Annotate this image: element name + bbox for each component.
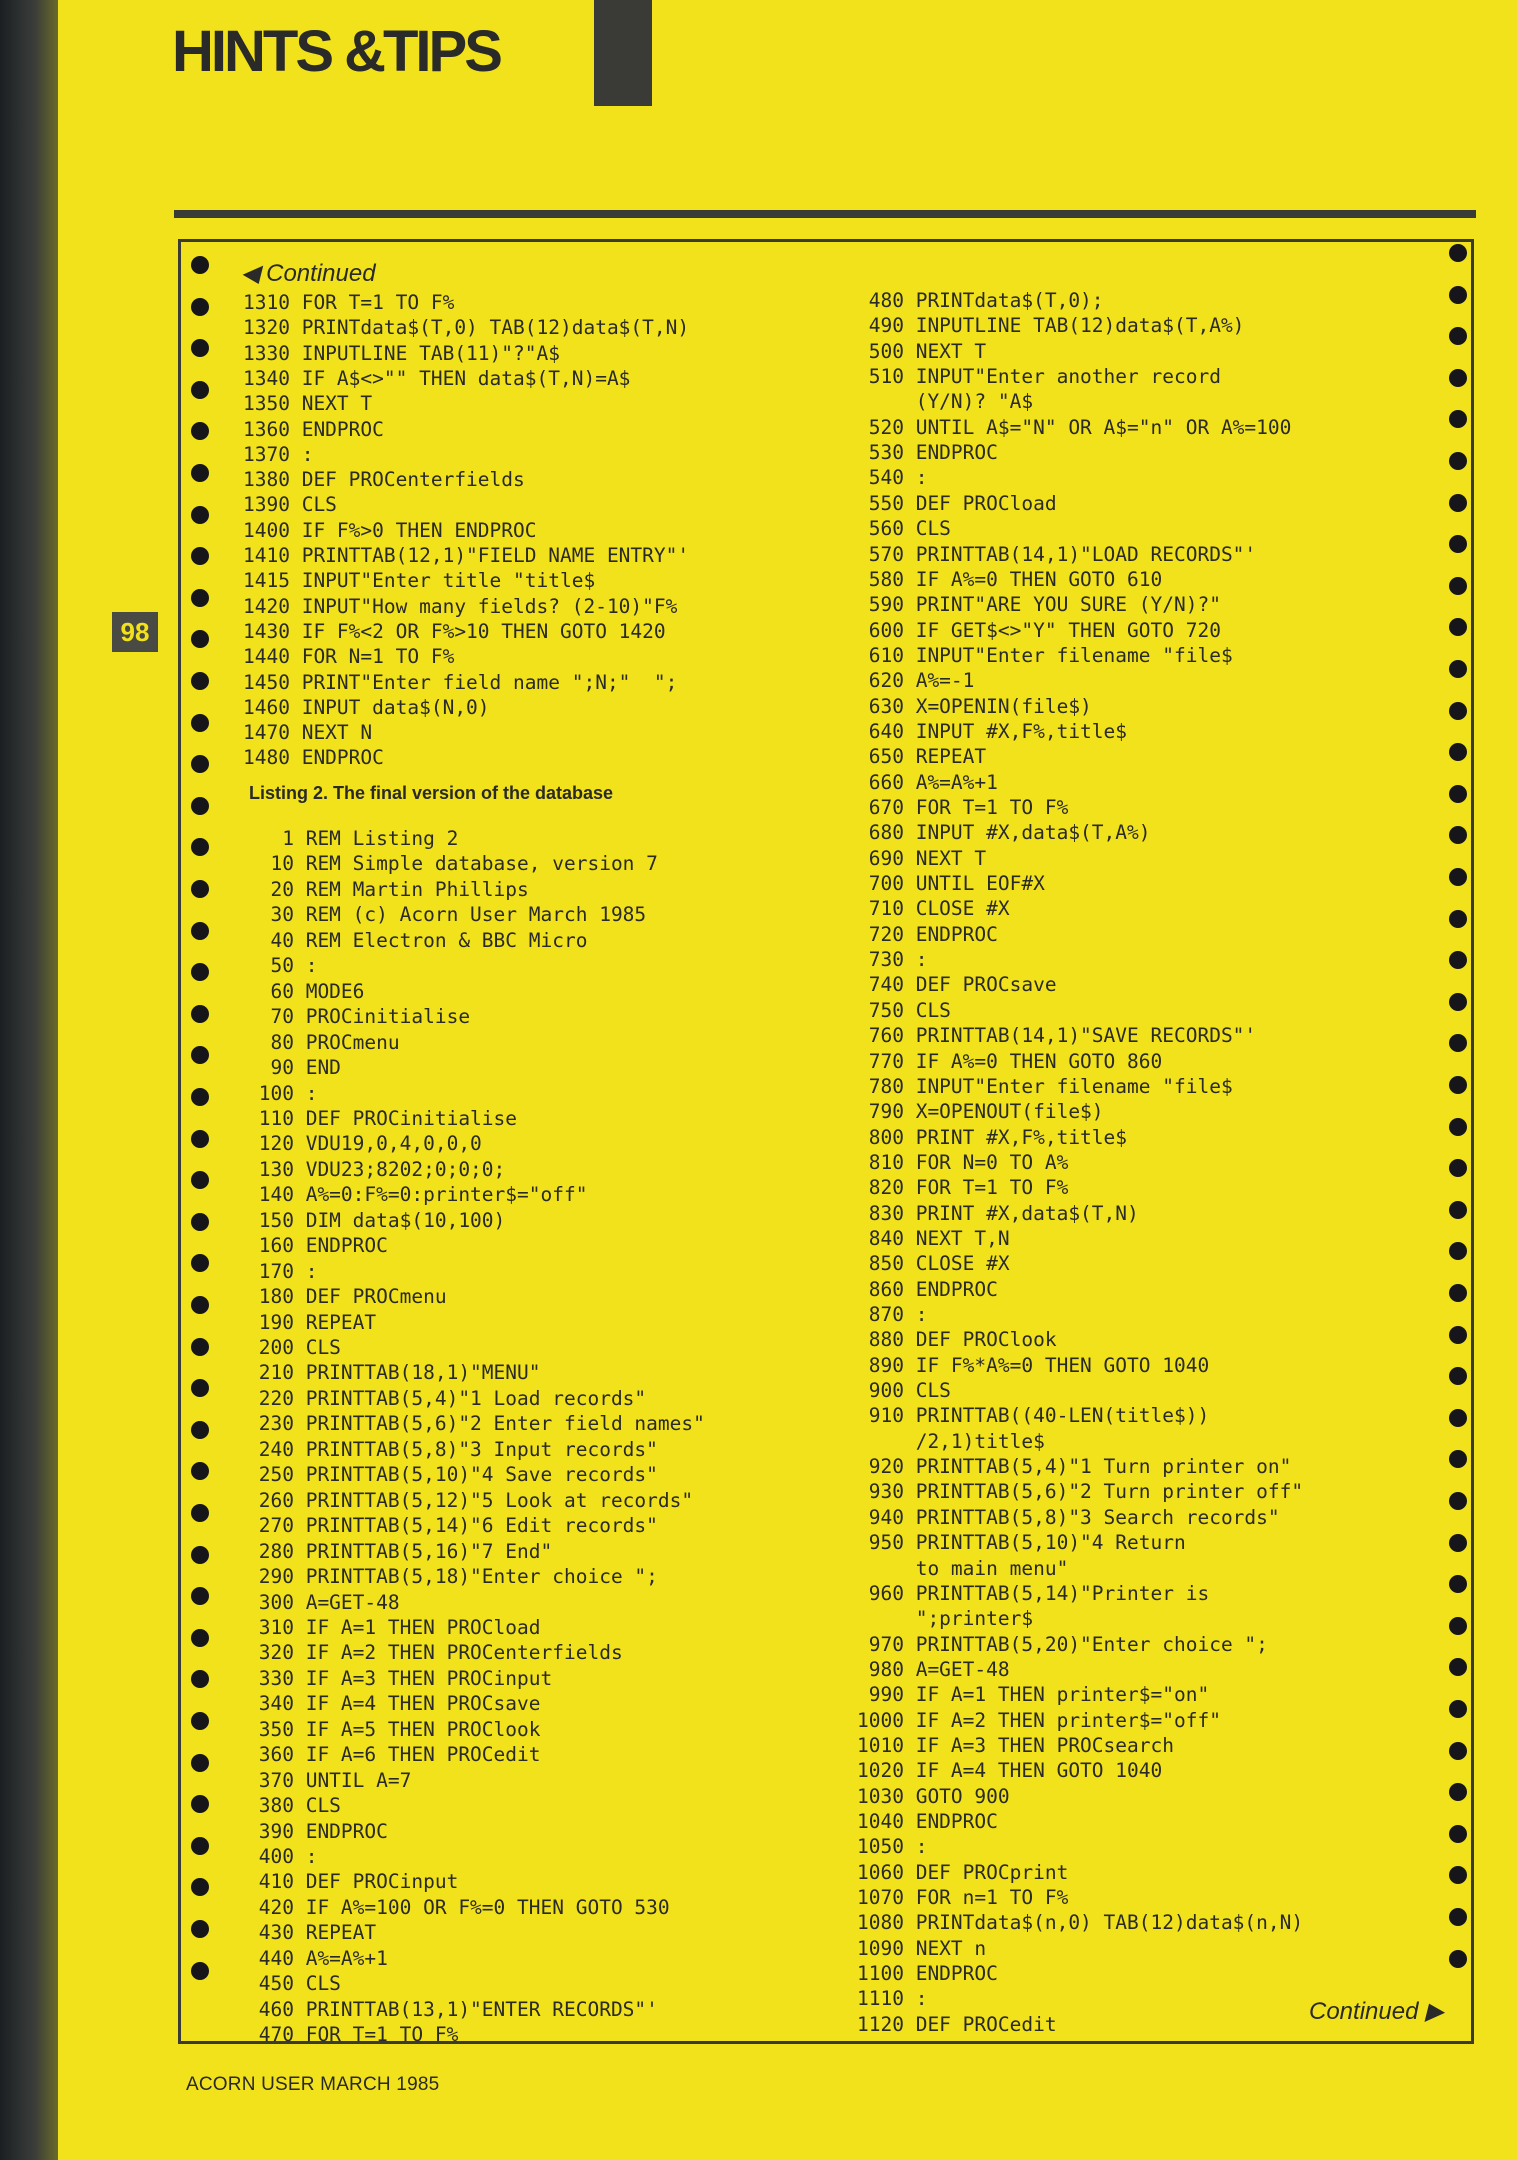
perforation-hole (1449, 369, 1467, 387)
code-line: 1060 DEF PROCprint (857, 1860, 1069, 1884)
perforation-hole (1449, 1950, 1467, 1968)
perforation-hole (1449, 910, 1467, 928)
code-line: 540 : (857, 466, 928, 490)
code-line: 1380 DEF PROCenterfields (243, 468, 525, 492)
code-line: 560 CLS (857, 517, 951, 541)
code-line: 590 PRINT"ARE YOU SURE (Y/N)?" (857, 593, 1221, 617)
code-line: 290 PRINTTAB(5,18)"Enter choice "; (247, 1565, 658, 1589)
code-line: 1120 DEF PROCedit (857, 2012, 1057, 2036)
code-line: 410 DEF PROCinput (247, 1870, 459, 1894)
code-line: 20 REM Martin Phillips (247, 877, 529, 901)
perforation-hole (191, 672, 209, 690)
perforation-hole (1449, 868, 1467, 886)
page-footer: ACORN USER MARCH 1985 (186, 2074, 440, 2095)
code-line: 330 IF A=3 THEN PROCinput (247, 1666, 553, 1690)
code-line: 1330 INPUTLINE TAB(11)"?"A$ (243, 341, 560, 365)
code-line: 70 PROCinitialise (247, 1005, 471, 1029)
code-line: 1310 FOR T=1 TO F% (243, 291, 455, 314)
code-line: 850 CLOSE #X (857, 1252, 1010, 1276)
code-line: 800 PRINT #X,F%,title$ (857, 1125, 1128, 1149)
code-line: 1390 CLS (243, 493, 337, 517)
page-number: 98 (112, 612, 158, 652)
perforation-hole (191, 1837, 209, 1855)
code-line: 40 REM Electron & BBC Micro (247, 928, 588, 952)
code-line: 1080 PRINTdata$(n,0) TAB(12)data$(n,N) (857, 1911, 1304, 1935)
code-line: 390 ENDPROC (247, 1819, 388, 1843)
perforation-hole (1449, 1534, 1467, 1552)
listing-box (178, 239, 1474, 2047)
perforation-hole (1449, 1575, 1467, 1593)
perforation-hole (1449, 452, 1467, 470)
code-line: 600 IF GET$<>"Y" THEN GOTO 720 (857, 618, 1221, 642)
code-line: 120 VDU19,0,4,0,0,0 (247, 1132, 482, 1156)
code-line: 340 IF A=4 THEN PROCsave (247, 1692, 541, 1716)
perforation-hole (1449, 1825, 1467, 1843)
perforation-hole (191, 1629, 209, 1647)
perforation-hole (1449, 410, 1467, 428)
code-line: 320 IF A=2 THEN PROCenterfields (247, 1641, 623, 1665)
code-line: 1020 IF A=4 THEN GOTO 1040 (857, 1759, 1163, 1783)
code-line: 1350 NEXT T (243, 392, 373, 416)
code-line: 550 DEF PROCload (857, 491, 1057, 515)
perforation-hole (191, 298, 209, 316)
code-line: 510 INPUT"Enter another record (857, 365, 1221, 389)
perforation-hole (191, 922, 209, 940)
perforation-hole (1449, 1284, 1467, 1302)
perforation-hole (1449, 1700, 1467, 1718)
code-line: 190 REPEAT (247, 1310, 377, 1334)
perforation-hole (191, 1670, 209, 1688)
code-line: 990 IF A=1 THEN printer$="on" (857, 1683, 1210, 1707)
code-line: 470 FOR T=1 TO F% (247, 2023, 459, 2047)
perforation-hole (191, 1088, 209, 1106)
perforation-hole (1449, 660, 1467, 678)
code-line: 1415 INPUT"Enter title "title$ (243, 569, 596, 593)
perforation-hole (1449, 951, 1467, 969)
perforation-hole (1449, 618, 1467, 636)
code-line: 930 PRINTTAB(5,6)"2 Turn printer off" (857, 1480, 1304, 1504)
perforation-hole (1449, 1118, 1467, 1136)
code-line: 30 REM (c) Acorn User March 1985 (247, 903, 647, 927)
perforation-hole (1449, 1742, 1467, 1760)
perforation-hole (191, 1005, 209, 1023)
code-line: 1010 IF A=3 THEN PROCsearch (857, 1733, 1174, 1757)
perforation-hole (191, 797, 209, 815)
code-line: 450 CLS (247, 1972, 341, 1996)
code-line: ";printer$ (857, 1607, 1034, 1631)
code-line: 770 IF A%=0 THEN GOTO 860 (857, 1049, 1163, 1073)
code-line: 670 FOR T=1 TO F% (857, 796, 1069, 819)
code-line: 50 : (247, 954, 318, 978)
code-line: 210 PRINTTAB(18,1)"MENU" (247, 1361, 541, 1385)
code-line: 900 CLS (857, 1379, 951, 1403)
code-line: 570 PRINTTAB(14,1)"LOAD RECORDS"' (857, 542, 1257, 566)
code-line: 1110 : (857, 1987, 928, 2011)
code-line: 260 PRINTTAB(5,12)"5 Look at records" (247, 1488, 694, 1512)
header-block (594, 0, 652, 106)
code-line: 830 PRINT #X,data$(T,N) (857, 1201, 1139, 1225)
code-line: 660 A%=A%+1 (857, 770, 998, 794)
perforation-hole (191, 1920, 209, 1938)
perforation-hole (1449, 1367, 1467, 1385)
code-line: 250 PRINTTAB(5,10)"4 Save records" (247, 1463, 658, 1487)
code-line: 760 PRINTTAB(14,1)"SAVE RECORDS"' (857, 1024, 1257, 1048)
code-line: 860 ENDPROC (857, 1277, 998, 1301)
code-line: 230 PRINTTAB(5,6)"2 Enter field names" (247, 1412, 705, 1436)
code-line: 150 DIM data$(10,100) (247, 1208, 506, 1232)
perforation-hole (191, 630, 209, 648)
perforation-hole (1449, 1866, 1467, 1884)
code-line: 500 NEXT T (857, 339, 987, 363)
code-line: 720 ENDPROC (857, 922, 998, 946)
code-line: 60 MODE6 (247, 979, 365, 1003)
code-line: 110 DEF PROCinitialise (247, 1106, 518, 1130)
code-line: 870 : (857, 1303, 928, 1326)
code-line: 430 REPEAT (247, 1921, 377, 1945)
code-line: 280 PRINTTAB(5,16)"7 End" (247, 1539, 553, 1563)
code-line: 820 FOR T=1 TO F% (857, 1176, 1069, 1200)
perforation-hole (191, 838, 209, 856)
code-line: 710 CLOSE #X (857, 897, 1010, 921)
code-line: 840 NEXT T,N (857, 1226, 1010, 1250)
code-line: 650 REPEAT (857, 745, 987, 769)
perforation-hole (1449, 1658, 1467, 1676)
code-line: 380 CLS (247, 1794, 341, 1818)
code-line: 1410 PRINTTAB(12,1)"FIELD NAME ENTRY"' (243, 544, 690, 567)
perforation-hole (191, 256, 209, 274)
code-line: 970 PRINTTAB(5,20)"Enter choice "; (857, 1632, 1268, 1656)
code-line: 610 INPUT"Enter filename "file$ (857, 643, 1233, 667)
code-line: 1460 INPUT data$(N,0) (243, 695, 490, 719)
perforation-hole (1449, 1326, 1467, 1344)
code-line: 1090 NEXT n (857, 1936, 987, 1960)
code-line: 80 PROCmenu (247, 1030, 400, 1054)
code-line: 10 REM Simple database, version 7 (247, 852, 658, 876)
code-line: 160 ENDPROC (247, 1234, 388, 1258)
code-line: 370 UNTIL A=7 (247, 1768, 412, 1792)
code-line: 1100 ENDPROC (857, 1962, 998, 1986)
code-line: 1430 IF F%<2 OR F%>10 THEN GOTO 1420 (243, 619, 666, 643)
perforation-hole (1449, 244, 1467, 262)
perforation-hole (191, 339, 209, 357)
perforation-hole (1449, 494, 1467, 512)
code-line: 1040 ENDPROC (857, 1810, 998, 1833)
perforation-hole (1449, 743, 1467, 761)
code-line: 730 : (857, 948, 928, 972)
code-line: 180 DEF PROCmenu (247, 1285, 447, 1309)
code-line: 400 : (247, 1845, 318, 1868)
perforation-hole (191, 1462, 209, 1480)
perforation-hole (191, 1962, 209, 1980)
code-line: 910 PRINTTAB((40-LEN(title$)) (857, 1404, 1210, 1428)
code-line: 750 CLS (857, 998, 951, 1022)
code-line: 620 A%=-1 (857, 669, 975, 693)
code-line: 100 : (247, 1081, 318, 1105)
code-line: 1480 ENDPROC (243, 746, 384, 770)
header-rule (174, 210, 1476, 218)
code-line: 780 INPUT"Enter filename "file$ (857, 1074, 1233, 1098)
code-line: 170 : (247, 1259, 318, 1283)
perforation-hole (1449, 1617, 1467, 1635)
perforation-hole (1449, 286, 1467, 304)
code-line: 1450 PRINT"Enter field name ";N;" "; (243, 670, 678, 694)
perforation-hole (191, 1379, 209, 1397)
perforation-hole (191, 755, 209, 773)
perforation-hole (191, 1712, 209, 1730)
perforation-hole (1449, 1076, 1467, 1094)
perforation-hole (191, 547, 209, 565)
code-line: 360 IF A=6 THEN PROCedit (247, 1743, 541, 1767)
code-line: 1420 INPUT"How many fields? (2-10)"F% (243, 594, 678, 618)
perforation-hole (191, 1546, 209, 1564)
code-line: 1360 ENDPROC (243, 417, 384, 441)
code-line: 1070 FOR n=1 TO F% (857, 1886, 1069, 1910)
code-line: 630 X=OPENIN(file$) (857, 694, 1092, 718)
perforation-hole (191, 1254, 209, 1272)
code-line: 580 IF A%=0 THEN GOTO 610 (857, 567, 1163, 591)
code-line: 460 PRINTTAB(13,1)"ENTER RECORDS"' (247, 1997, 658, 2021)
code-line: 950 PRINTTAB(5,10)"4 Return (857, 1531, 1186, 1555)
perforation-hole (1449, 1492, 1467, 1510)
code-line: (Y/N)? "A$ (857, 390, 1034, 414)
perforation-hole (191, 1213, 209, 1231)
perforation-hole (1449, 1409, 1467, 1427)
code-line: 960 PRINTTAB(5,14)"Printer is (857, 1581, 1210, 1605)
code-line: 130 VDU23;8202;0;0;0; (247, 1157, 506, 1181)
perforation-hole (191, 1878, 209, 1896)
code-line: 890 IF F%*A%=0 THEN GOTO 1040 (857, 1353, 1210, 1377)
code-line: 350 IF A=5 THEN PROClook (247, 1717, 541, 1741)
perforation-hole (1449, 1034, 1467, 1052)
perforation-hole (191, 464, 209, 482)
code-line: 420 IF A%=100 OR F%=0 THEN GOTO 530 (247, 1895, 670, 1919)
code-line: 1370 : (243, 442, 314, 466)
code-line: 1 REM Listing 2 (247, 827, 459, 850)
perforation-hole (1449, 1201, 1467, 1219)
code-line: 520 UNTIL A$="N" OR A$="n" OR A%=100 (857, 415, 1292, 439)
perforation-hole (191, 1754, 209, 1772)
continued-next-label: Continued ▶ (1309, 1998, 1444, 2025)
code-line: 480 PRINTdata$(T,0); (857, 289, 1104, 312)
perforation-hole (191, 1171, 209, 1189)
code-line: 700 UNTIL EOF#X (857, 872, 1045, 896)
perforation-hole (1449, 993, 1467, 1011)
perforation-hole (1449, 1242, 1467, 1260)
code-line: /2,1)title$ (857, 1429, 1045, 1453)
code-line: 740 DEF PROCsave (857, 973, 1057, 997)
perforation-hole (1449, 702, 1467, 720)
code-line: 810 FOR N=0 TO A% (857, 1150, 1069, 1174)
page-binding-shadow (0, 0, 58, 2160)
code-line: 220 PRINTTAB(5,4)"1 Load records" (247, 1386, 647, 1410)
code-line: 240 PRINTTAB(5,8)"3 Input records" (247, 1437, 658, 1461)
perforation-hole (191, 1795, 209, 1813)
listing-caption: Listing 2. The final version of the database (249, 783, 614, 803)
perforation-hole (191, 1338, 209, 1356)
code-line: 640 INPUT #X,F%,title$ (857, 719, 1128, 743)
perforation-hole (191, 1504, 209, 1522)
perforation-hole (191, 381, 209, 399)
code-line: 1000 IF A=2 THEN printer$="off" (857, 1708, 1221, 1732)
code-line: to main menu" (857, 1556, 1069, 1580)
code-line: 90 END (247, 1056, 341, 1080)
perforation-hole (1449, 826, 1467, 844)
perforation-hole (1449, 535, 1467, 553)
continued-from-label: ◀ Continued (241, 260, 376, 287)
code-line: 880 DEF PROClook (857, 1328, 1057, 1352)
code-line: 200 CLS (247, 1336, 341, 1359)
code-line: 440 A%=A%+1 (247, 1946, 388, 1970)
code-line: 530 ENDPROC (857, 441, 998, 465)
code-line: 1440 FOR N=1 TO F% (243, 645, 455, 669)
perforation-hole (1449, 1450, 1467, 1468)
code-line: 790 X=OPENOUT(file$) (857, 1100, 1104, 1124)
code-line: 1050 : (857, 1835, 928, 1859)
perforation-hole (191, 1130, 209, 1148)
perforation-hole (191, 714, 209, 732)
perforation-hole (1449, 1908, 1467, 1926)
perforation-hole (191, 963, 209, 981)
perforation-holes-right (1449, 242, 1469, 2041)
perforation-hole (191, 589, 209, 607)
perforation-hole (1449, 785, 1467, 803)
perforation-hole (1449, 1783, 1467, 1801)
perforation-holes-left (191, 242, 211, 2041)
section-title: HINTS &TIPS (172, 19, 500, 84)
perforation-hole (191, 422, 209, 440)
code-line: 310 IF A=1 THEN PROCload (247, 1615, 541, 1639)
perforation-hole (191, 880, 209, 898)
code-line: 270 PRINTTAB(5,14)"6 Edit records" (247, 1514, 658, 1538)
code-line: 920 PRINTTAB(5,4)"1 Turn printer on" (857, 1455, 1292, 1479)
perforation-hole (1449, 327, 1467, 345)
code-line: 1400 IF F%>0 THEN ENDPROC (243, 518, 537, 542)
perforation-hole (191, 1587, 209, 1605)
code-line: 300 A=GET-48 (247, 1590, 400, 1614)
code-line: 680 INPUT #X,data$(T,A%) (857, 821, 1151, 845)
perforation-hole (191, 1296, 209, 1314)
code-line: 1030 GOTO 900 (857, 1784, 1010, 1808)
code-line: 140 A%=0:F%=0:printer$="off" (247, 1183, 588, 1207)
perforation-hole (191, 1046, 209, 1064)
code-line: 980 A=GET-48 (857, 1657, 1010, 1681)
perforation-hole (1449, 1159, 1467, 1177)
perforation-hole (191, 1421, 209, 1439)
code-line: 690 NEXT T (857, 846, 987, 870)
code-line: 1320 PRINTdata$(T,0) TAB(12)data$(T,N) (243, 316, 690, 340)
code-line: 1470 NEXT N (243, 721, 373, 745)
perforation-hole (1449, 577, 1467, 595)
code-line: 1340 IF A$<>"" THEN data$(T,N)=A$ (243, 366, 631, 390)
code-line: 940 PRINTTAB(5,8)"3 Search records" (857, 1505, 1280, 1529)
code-line: 490 INPUTLINE TAB(12)data$(T,A%) (857, 314, 1245, 338)
perforation-hole (191, 506, 209, 524)
